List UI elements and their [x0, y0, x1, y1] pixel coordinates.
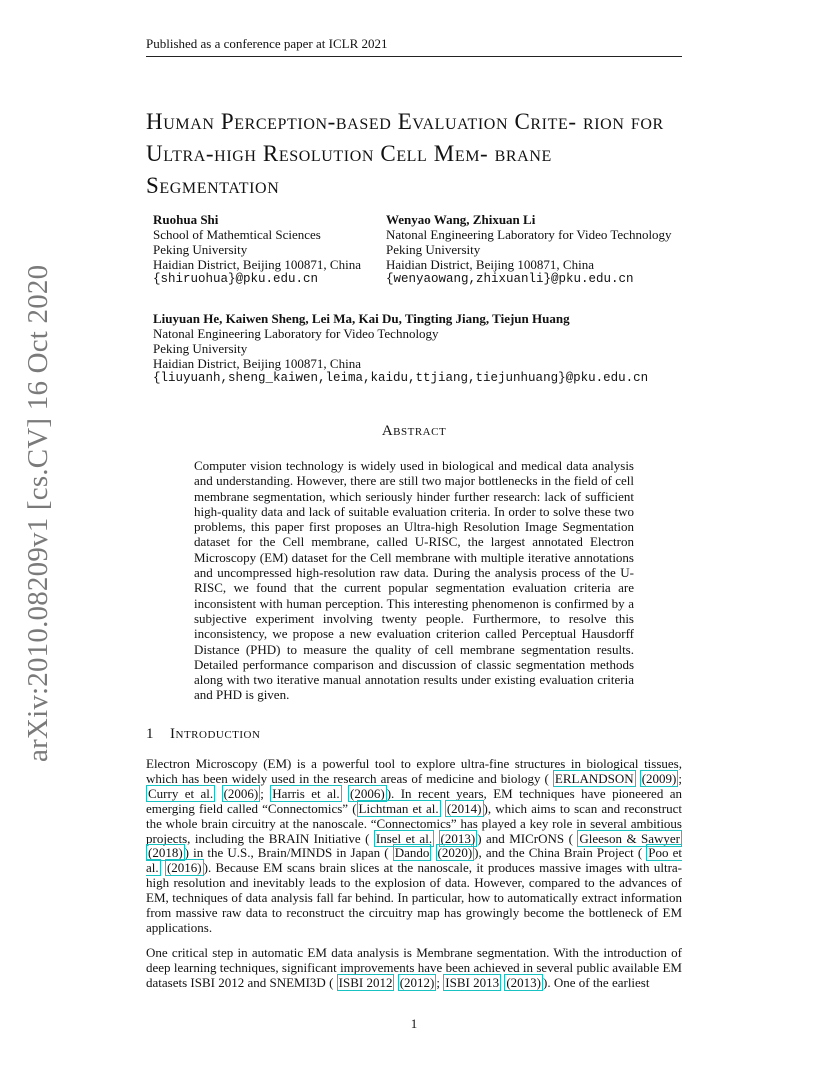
text-run	[215, 786, 221, 801]
citation-link[interactable]: ISBI 2013	[445, 974, 500, 990]
text-run: ;	[260, 785, 271, 801]
text-run: One critical step in automatic EM data analysis is Membrane segmentation. With the introduction of deep learning techniques, significant improvements have been achieved in several public available EM datasets ISBI 2012 and SNEMI3D (	[146, 945, 682, 990]
paper-title: Human Perception-based Evaluation Crite- rion for Ultra-high Resolution Cell Mem- brane Segmentation	[146, 109, 664, 198]
abstract-body: Computer vision technology is widely used in biological and medical data analysis and understanding. However, there are still two major bottlenecks in the field of cell membrane segmentation, which seriously hinder further research: lack of sufficient high-quality data and lack of suitable evaluation criteria. In order to solve these two problems, this paper first proposes an Ultra-high Resolution Image Segmentation dataset for the Cell membrane, called U-RISC, the largest annotated Electron Microscopy (EM) dataset for the Cell membrane with multiple iterative annotations and uncompressed high-resolution raw data. During the analysis process of the U-RISC, we found that the current popular segmentation evaluation criteria are inconsistent with human perception. This interesting phenomenon is confirmed by a subjective experiment involving twenty people. Furthermore, to resolve this inconsistency, we propose a new evaluation criterion called Perceptual Hausdorff Distance (PHD) to measure the quality of cell membrane segmentation results. Detailed performance comparison and discussion of classic segmentation methods along with two iterative manual annotation results under existing evaluation criteria and PHD is given.	[194, 458, 634, 703]
author-affiliation: Natonal Engineering Laboratory for Video Technology	[386, 227, 672, 242]
author-name: Liuyuan He, Kaiwen Sheng, Lei Ma, Kai Du, Tingting Jiang, Tiejun Huang	[153, 311, 570, 326]
citation-link[interactable]: Dando	[394, 845, 430, 861]
author-email: {shiruohua}@pku.edu.cn	[153, 272, 319, 286]
citation-link[interactable]: (2012)	[399, 974, 435, 990]
text-run: ;	[678, 770, 683, 786]
citation-link[interactable]: Harris et al.	[272, 785, 340, 801]
text-run: ), and the China Brain Project (	[474, 845, 647, 861]
citation-link[interactable]: ERLANDSON	[554, 770, 634, 786]
section-number: 1	[146, 726, 154, 742]
citation-link[interactable]: (2020)	[437, 845, 473, 861]
text-run: ). In recent years, EM techniques have pioneered an emerging field called “Connectomics” (	[146, 785, 683, 816]
text-run: ), which aims to scan and reconstruct the whole brain circuitry at the nanoscale. “Connectomics” has played a key role in several ambitious projects, including the BRAIN Initiative (	[146, 800, 682, 846]
author-name: Ruohua Shi	[153, 212, 219, 227]
author-affiliation: Peking University	[153, 341, 248, 356]
author-name: Wenyao Wang, Zhixuan Li	[386, 212, 536, 227]
text-run: ). One of the earliest	[543, 974, 650, 990]
author-address: Haidian District, Beijing 100871, China	[153, 356, 361, 371]
text-run	[434, 831, 438, 846]
author-email: {liuyuanh,sheng_kaiwen,leima,kaidu,ttjiang,tiejunhuang}@pku.edu.cn	[153, 371, 649, 385]
author-email: {wenyaowang,zhixuanli}@pku.edu.cn	[386, 272, 634, 286]
conference-header: Published as a conference paper at ICLR 2021	[146, 36, 682, 57]
author-affiliation: School of Mathemtical Sciences	[153, 227, 321, 242]
citation-link[interactable]: Curry et al.	[148, 785, 214, 801]
citation-link[interactable]: Poo et al.	[146, 845, 683, 876]
author-block-1	[153, 212, 361, 287]
author-address: Haidian District, Beijing 100871, China	[386, 257, 594, 272]
author-block-2	[386, 212, 672, 287]
citation-link[interactable]: (2009)	[641, 770, 677, 786]
abstract-heading: Abstract	[381, 423, 447, 439]
citation-link[interactable]: ISBI 2012	[338, 974, 393, 990]
text-run: ) in the U.S., Brain/MINDS in Japan (	[184, 845, 393, 861]
text-run	[431, 845, 435, 860]
author-block-3	[153, 311, 648, 386]
text-run: ) and MICrONS (	[477, 830, 578, 846]
citation-link[interactable]: (2006)	[223, 785, 259, 801]
arxiv-identifier: arXiv:2010.08209v1 [cs.CV] 16 Oct 2020	[22, 264, 54, 762]
text-run: Electron Microscopy (EM) is a powerful tool to explore ultra-fine structures in biological tissues, which has been widely used in the research areas of medicine and biology (	[146, 756, 682, 786]
author-affiliation: Natonal Engineering Laboratory for Video Technology	[153, 326, 439, 341]
author-affiliation: Peking University	[153, 242, 248, 257]
citation-link[interactable]: Gleeson & Sawyer	[579, 830, 681, 846]
citation-link[interactable]: (2013)	[506, 974, 541, 990]
citation-link[interactable]: (2006)	[350, 785, 385, 801]
citation-link[interactable]: (2018)	[148, 845, 183, 861]
author-affiliation: Peking University	[386, 242, 481, 257]
section-heading	[146, 726, 260, 743]
page-number: 1	[410, 1016, 418, 1031]
text-run: ;	[436, 974, 444, 990]
text-run: ). Because EM scans brain slices at the nanoscale, it produces massive images with ultra-high resolution and inevitably leads to the explosion of data. However, compared to the advances of EM, techniques of data analysis fall far behind. In particular, how to automatically extract information from massive raw data to reconstruct the circuitry map has growingly become the bottleneck of EM applications.	[146, 860, 682, 935]
section-title: Introduction	[170, 726, 261, 742]
citation-link[interactable]: Lichtman et al.	[358, 800, 439, 816]
intro-paragraph-2	[146, 946, 682, 991]
citation-link[interactable]: Insel et al.	[375, 830, 433, 846]
citation-link[interactable]: (2013)	[440, 830, 476, 846]
citation-link[interactable]: (2016)	[166, 860, 202, 876]
citation-link[interactable]: (2014)	[446, 800, 482, 816]
author-address: Haidian District, Beijing 100871, China	[153, 257, 361, 272]
intro-paragraph-1	[146, 757, 682, 936]
